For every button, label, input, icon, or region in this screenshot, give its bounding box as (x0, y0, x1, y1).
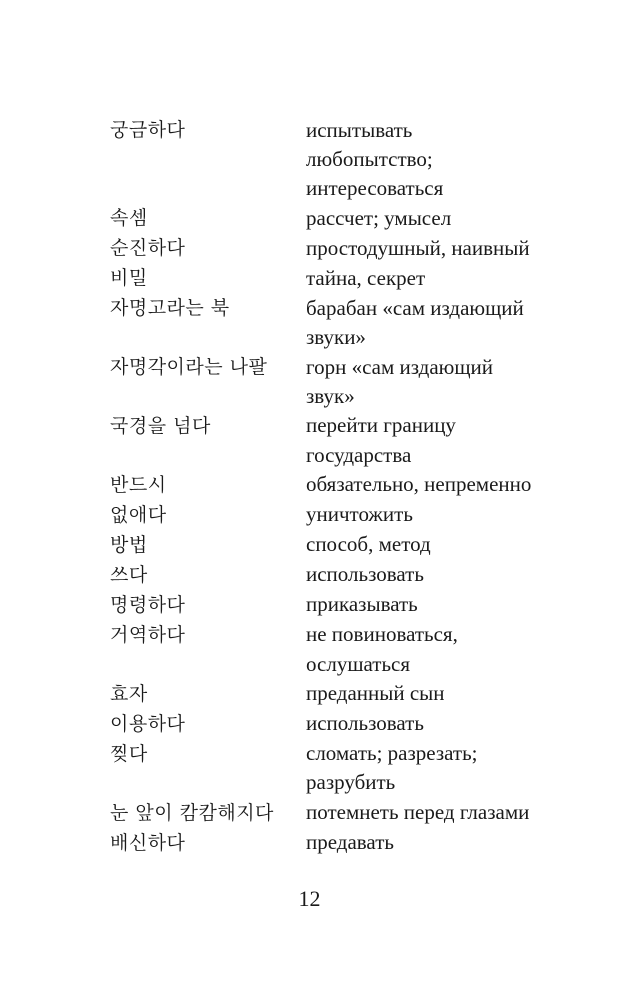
glossary-entry (110, 590, 570, 620)
glossary-entry (110, 798, 570, 828)
glossary-entry (110, 739, 570, 798)
russian-translation: рассчет; умысел (306, 205, 452, 230)
korean-term: 명령하다 (110, 593, 186, 616)
glossary-entry (110, 560, 570, 590)
glossary-entry (110, 828, 570, 858)
russian-translation: использовать (306, 562, 424, 587)
russian-translation: испытывать любопытство; интересоваться (306, 117, 444, 200)
russian-translation: преданный сын (306, 681, 445, 706)
korean-term: 효자 (110, 682, 148, 705)
russian-translation: сломать; разрезать; разрубить (306, 741, 478, 795)
korean-term: 자명각이라는 나팔 (110, 356, 268, 379)
korean-term: 궁금하다 (110, 119, 186, 141)
glossary-entry (110, 500, 570, 530)
russian-translation: уничтожить (306, 502, 413, 527)
russian-translation: не повиноваться, ослушаться (306, 622, 458, 676)
russian-translation: способ, метод (306, 532, 431, 557)
glossary-entry (110, 352, 570, 411)
russian-translation: горн «сам издающий звук» (306, 354, 494, 408)
russian-translation: потемнеть перед глазами (306, 800, 530, 825)
russian-translation: приказывать (306, 592, 418, 617)
glossary-entry (110, 411, 570, 470)
glossary-entry (110, 203, 570, 233)
korean-term: 비밀 (110, 267, 148, 290)
russian-translation: предавать (306, 830, 394, 855)
russian-translation: обязательно, непременно (306, 472, 532, 497)
korean-term: 찢다 (110, 742, 148, 765)
russian-translation: перейти границу государства (306, 413, 456, 467)
glossary-list (110, 115, 570, 858)
korean-term: 거역하다 (110, 623, 186, 646)
korean-term: 없애다 (110, 503, 167, 526)
korean-term: 반드시 (110, 473, 167, 496)
page-number: 12 (298, 886, 321, 911)
korean-term: 속셈 (110, 207, 148, 230)
glossary-entry (110, 620, 570, 679)
russian-translation: тайна, секрет (306, 265, 426, 290)
russian-translation: использовать (306, 711, 424, 736)
russian-translation: простодушный, наивный (306, 235, 530, 260)
korean-term: 방법 (110, 533, 148, 556)
glossary-entry (110, 470, 570, 500)
glossary-entry (110, 293, 570, 352)
korean-term: 국경을 넘다 (110, 414, 211, 437)
glossary-entry (110, 233, 570, 263)
glossary-entry (110, 263, 570, 293)
glossary-entry (110, 709, 570, 739)
korean-term: 자명고라는 북 (110, 297, 230, 320)
glossary-entry (110, 530, 570, 560)
korean-term: 쓰다 (110, 563, 148, 586)
russian-translation: барабан «сам издающий звуки» (306, 295, 524, 349)
korean-term: 이용하다 (110, 712, 186, 735)
glossary-entry (110, 115, 570, 203)
glossary-entry (110, 679, 570, 709)
korean-term: 배신하다 (110, 831, 186, 854)
korean-term: 순진하다 (110, 237, 186, 260)
korean-term: 눈 앞이 캄캄해지다 (110, 801, 274, 824)
